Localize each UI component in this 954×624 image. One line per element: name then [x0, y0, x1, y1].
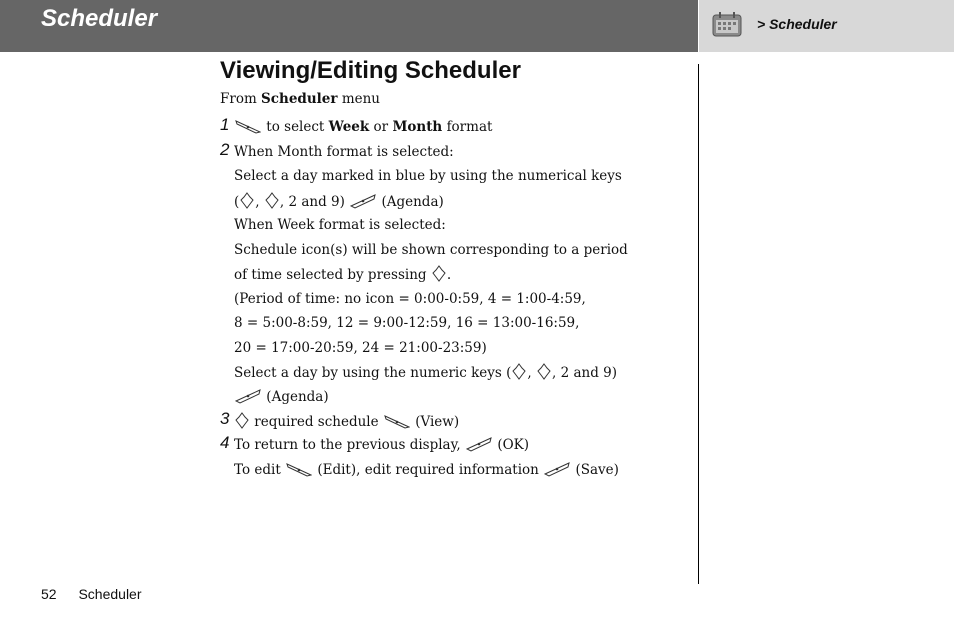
left-softkey-icon	[235, 388, 261, 404]
step-4-line-2	[234, 461, 619, 479]
main-content	[220, 56, 690, 478]
text: , 2 and 9)	[279, 194, 345, 210]
text: (View)	[415, 414, 460, 430]
step-1-line	[234, 118, 492, 136]
step-1-number: 1	[220, 115, 230, 134]
text: (Edit), edit required information	[317, 462, 539, 478]
step-2-line-3	[234, 192, 444, 211]
navigation-key-icon	[235, 412, 249, 429]
step-2-line-9: 20 = 17:00-20:59, 24 = 21:00-23:59)	[234, 340, 487, 356]
step-2-line-4: When Week format is selected:	[234, 217, 446, 233]
text: of time selected by pressing	[234, 267, 427, 283]
text: (Save)	[575, 462, 619, 478]
navigation-key-icon	[240, 192, 254, 209]
intro-line	[220, 90, 380, 108]
section-title: Viewing/Editing Scheduler	[220, 57, 521, 84]
step-2-line-11	[234, 388, 329, 406]
footer-label: Scheduler	[78, 586, 142, 602]
step-4-line-1	[234, 436, 529, 454]
text: ,	[255, 194, 260, 210]
breadcrumb: > Scheduler	[757, 16, 837, 32]
step-2-number: 2	[220, 140, 230, 159]
divider	[698, 64, 699, 584]
left-softkey-icon	[544, 461, 570, 477]
navigation-key-icon	[432, 265, 446, 282]
step-1-or: or	[373, 119, 389, 135]
navigation-key-icon	[265, 192, 279, 209]
step-3-number: 3	[220, 409, 230, 428]
intro-from: From	[220, 91, 257, 107]
text: To edit	[234, 462, 281, 478]
text: (Agenda)	[266, 389, 329, 405]
step-2-line-10	[234, 363, 617, 382]
left-softkey-icon	[350, 193, 376, 209]
intro-menu: menu	[341, 91, 380, 107]
right-softkey-icon	[286, 461, 312, 477]
step-2-line-5: Schedule icon(s) will be shown corresponding to a period	[234, 242, 628, 258]
text: (Agenda)	[381, 194, 444, 210]
footer	[41, 586, 142, 602]
navigation-key-icon	[537, 363, 551, 380]
text: Select a day by using the numeric keys (	[234, 365, 512, 381]
text: required schedule	[254, 414, 379, 430]
intro-menu-name: Scheduler	[261, 91, 338, 107]
step-2-line-8: 8 = 5:00-8:59, 12 = 9:00-12:59, 16 = 13:00-16:59,	[234, 315, 580, 331]
text: ,	[527, 365, 532, 381]
step-2-line-6	[234, 265, 451, 284]
right-softkey-icon	[235, 118, 261, 134]
step-1-month: Month	[392, 119, 443, 135]
text: .	[446, 267, 452, 283]
right-softkey-icon	[384, 413, 410, 429]
text: (	[234, 194, 240, 210]
page-title: Scheduler	[41, 5, 158, 32]
step-4-number: 4	[220, 433, 230, 452]
step-1-post: format	[446, 119, 493, 135]
navigation-key-icon	[512, 363, 526, 380]
step-2-line-7: (Period of time: no icon = 0:00-0:59, 4 = 1:00-4:59,	[234, 291, 586, 307]
text: (OK)	[497, 437, 529, 453]
step-1-week: Week	[328, 119, 370, 135]
breadcrumb-bar	[699, 0, 954, 52]
header-bar	[0, 0, 698, 52]
step-1-pre: to select	[266, 119, 325, 135]
step-2-line-2: Select a day marked in blue by using the numerical keys	[234, 168, 622, 184]
step-3-line	[234, 412, 459, 431]
text: , 2 and 9)	[551, 365, 617, 381]
text: To return to the previous display,	[234, 437, 461, 453]
page-number: 52	[41, 586, 57, 602]
calendar-icon	[712, 12, 742, 37]
left-softkey-icon	[466, 436, 492, 452]
step-2-line-1: When Month format is selected:	[234, 144, 454, 160]
